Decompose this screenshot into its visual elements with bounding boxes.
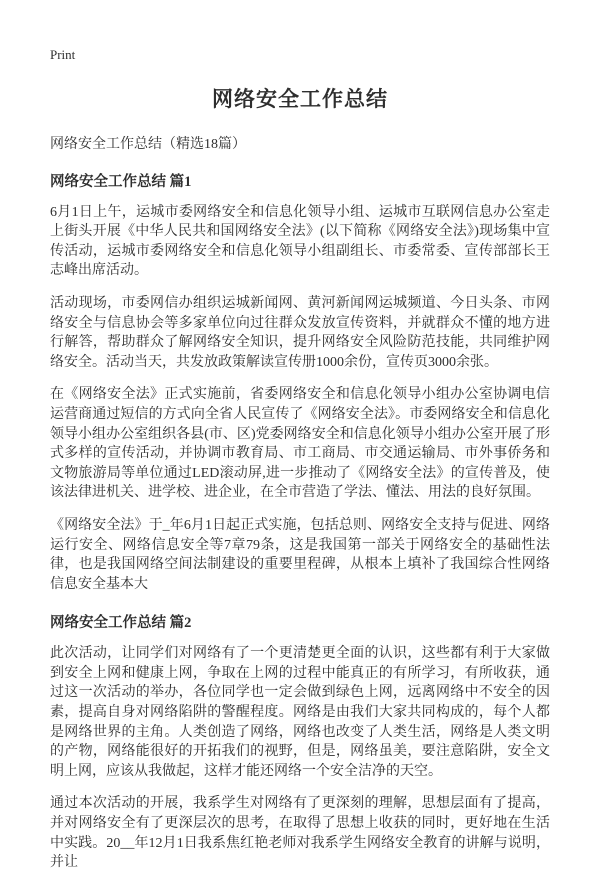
- paragraph: 在《网络安全法》正式实施前，省委网络安全和信息化领导小组办公室协调电信运营商通过短信的方式向全省人民宣传了《网络安全法》。市委网络安全和信息化领导小组办公室组织各县(市、区)党委网络安全和信息化领导小组办公室开展了形式多样的宣传活动，并协调市教育局、市工商局、市交通运输局、市外事侨务和文物旅游局等单位通过LED滚动屏,进一步推动了《网络安全法》的宣传普及，使该法律进机关、进学校、进企业，在全市营造了学法、懂法、用法的良好氛围。: [50, 387, 550, 501]
- page-title: 网络安全工作总结: [212, 86, 388, 111]
- paragraph: 活动现场，市委网信办组织运城新闻网、黄河新闻网运城频道、今日头条、市网络安全与信息协会等多家单位向过往群众发放宣传资料，并就群众不懂的地方进行解答，帮助群众了解网络安全知识，提升网络安全风险防范技能，共同维护网络安全。活动当天，共发放政策解读宣传册1000余份，宣传页3000余张。: [50, 295, 550, 370]
- section-heading-2: 网络安全工作总结 篇2: [50, 615, 192, 632]
- paragraph: 6月1日上午，运城市委网络安全和信息化领导小组、运城市互联网信息办公室走上街头开展《中华人民共和国网络安全法》(以下简称《网络安全法》)现场集中宣传活动，运城市委网络安全和信息化领导小组副组长、市委常委、宣传部部长王志峰出席活动。: [50, 204, 550, 279]
- print-button[interactable]: Print: [50, 47, 76, 62]
- paragraph: 《网络安全法》于_年6月1日起正式实施，包括总则、网络安全支持与促进、网络运行安全、网络信息安全等7章79条，这是我国第一部关于网络安全的基础性法律，也是我国网络空间法制建设的重要里程碑，从根本上填补了我国综合性网络信息安全基本大: [50, 517, 550, 592]
- paragraph: 此次活动，让同学们对网络有了一个更清楚更全面的认识，这些都有利于大家做到安全上网和健康上网，争取在上网的过程中能真正的有所学习，有所收获，通过这一次活动的举办，各位同学也一定会做到绿色上网，远离网络中不安全的因素，提高自身对网络陷阱的警醒程度。网络是由我们大家共同构成的，每个人都是网络世界的主角。人类创造了网络，网络也改变了人类生活，网络是人类文明的产物，网络能很好的开拓我们的视野，但是，网络虽美，要注意陷阱，安全文明上网，应该从我做起，这样才能还网络一个安全洁净的天空。: [50, 646, 550, 779]
- doc-subtitle: 网络安全工作总结（精选18篇）: [50, 136, 246, 152]
- paragraph: 通过本次活动的开展，我系学生对网络有了更深刻的理解，思想层面有了提高，并对网络安全有了更深层次的思考，在取得了思想上收获的同时，更好地在生活中实践。20__年12月1日我系焦红艳老师对我系学生网络安全教育的讲解与说明，并让: [50, 796, 550, 871]
- section-heading-1: 网络安全工作总结 篇1: [50, 173, 192, 190]
